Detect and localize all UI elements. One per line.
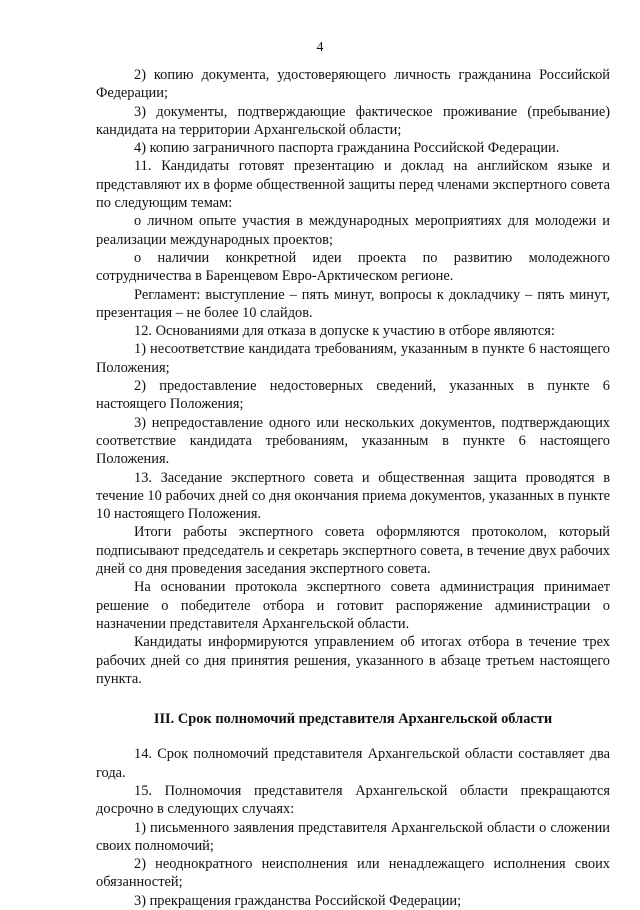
paragraph: 13. Заседание экспертного совета и общественная защита проводятся в течение 10 рабочих дней со дня окончания приема документов, указанных в пункте 10 настоящего Положения. [96,469,610,523]
page-number: 4 [316,40,324,55]
paragraph: 2) предоставление недостоверных сведений, указанных в пункте 6 настоящего Положения; [96,378,610,413]
paragraph: о личном опыте участия в международных мероприятиях для молодежи и реализации международных проектов; [96,213,610,248]
paragraph: 15. Полномочия представителя Архангельской области прекращаются досрочно в следующих случаях: [96,782,610,818]
document-body [96,66,610,910]
paragraph: Итоги работы экспертного совета оформляются протоколом, который подписывают председатель и секретарь экспертного совета, в течение двух рабочих дней со дня проведения заседания экспертного совета. [96,524,610,578]
paragraph: Кандидаты информируются управлением об итогах отбора в течение трех рабочих дней со дня принятия решения, указанного в абзаце третьем настоящего пункта. [96,634,610,687]
paragraph: 4) копию заграничного паспорта гражданина Российской Федерации. [134,140,560,157]
section-heading: III. Срок полномочий представителя Архангельской области [153,711,553,728]
paragraph: Регламент: выступление – пять минут, вопросы к докладчику – пять минут, презентация – не более 10 слайдов. [96,286,610,321]
paragraph: 1) несоответствие кандидата требованиям, указанным в пункте 6 настоящего Положения; [96,341,610,376]
paragraph: 3) документы, подтверждающие фактическое проживание (пребывание) кандидата на территории Архангельской области; [96,103,610,138]
paragraph: 11. Кандидаты готовят презентацию и доклад на английском языке и представляют их в форме общественной защиты перед членами экспертного совета по следующим темам: [96,158,610,212]
paragraph: На основании протокола экспертного совета администрация принимает решение о победителе отбора и готовит распоряжение администрации о назначении представителя Архангельской области. [96,579,610,632]
paragraph: о наличии конкретной идеи проекта по развитию молодежного сотрудничества в Баренцевом Евро-Арктическом регионе. [96,249,610,285]
paragraph: 2) неоднократного неисполнения или ненадлежащего исполнения своих обязанностей; [96,856,610,891]
paragraph: 14. Срок полномочий представителя Архангельской области составляет два года. [96,746,610,781]
paragraph: 12. Основаниями для отказа в допуске к участию в отборе являются: [134,323,555,340]
paragraph: 1) письменного заявления представителя Архангельской области о сложении своих полномочий; [96,819,610,854]
paragraph: 3) непредоставление одного или нескольких документов, подтверждающих соответствие кандидата требованиям, указанным в пункте 6 настоящего Положения. [96,414,610,468]
paragraph: 2) копию документа, удостоверяющего личность гражданина Российской Федерации; [96,67,610,102]
paragraph: 3) прекращения гражданства Российской Федерации; [134,892,462,909]
